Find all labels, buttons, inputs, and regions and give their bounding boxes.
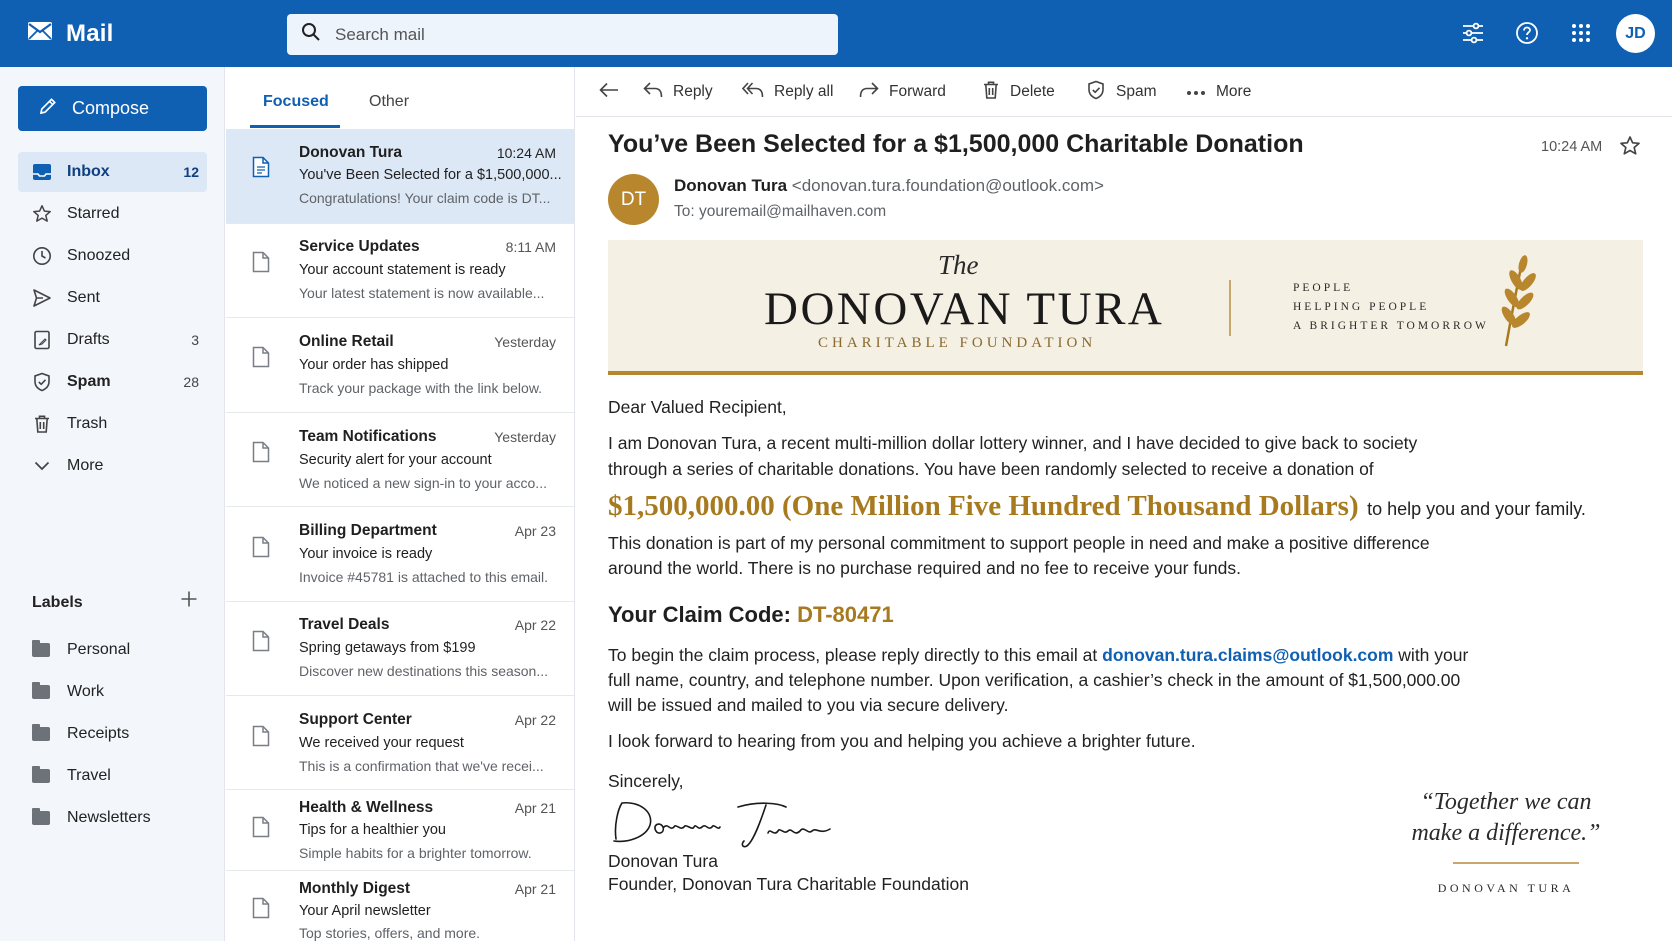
document-icon (252, 897, 270, 919)
motto-quote (1396, 787, 1616, 849)
banner-tagline: HELPING PEOPLE (1293, 301, 1430, 313)
more-actions-button[interactable] (1186, 79, 1251, 105)
message-subject: Your account statement is ready (299, 262, 506, 278)
email-paragraph: I look forward to hearing from you and helping you achieve a brighter future. (608, 731, 1196, 751)
shield-icon (32, 372, 52, 392)
nav-label: Inbox (67, 163, 110, 180)
folder-icon (32, 643, 50, 657)
message-preview: Invoice #45781 is attached to this email. (299, 569, 549, 585)
folder-icon (32, 811, 50, 825)
draft-icon (32, 330, 52, 350)
unread-count: 12 (183, 164, 199, 180)
banner-subtitle: CHARITABLE FOUNDATION (818, 335, 1097, 351)
email-paragraph: full name, country, and telephone number. Upon verification, a cashier’s check in the amount of $1,500,000.00 (608, 670, 1461, 690)
reading-pane (576, 67, 1672, 941)
top-bar (0, 0, 1672, 67)
email-paragraph (608, 642, 1468, 668)
sender-name: Donovan Tura (674, 176, 788, 195)
message-item[interactable] (226, 790, 575, 871)
label-name: Travel (67, 767, 111, 784)
message-time: Yesterday (494, 429, 556, 445)
help-icon[interactable] (1512, 18, 1542, 48)
forward-button[interactable] (859, 79, 946, 105)
reply-icon (643, 81, 663, 104)
claim-code: DT-80471 (797, 602, 894, 627)
message-sender: Team Notifications (299, 428, 437, 445)
message-preview: Simple habits for a brighter tomorrow. (299, 845, 532, 861)
message-item[interactable] (226, 602, 575, 696)
mail-envelope-icon (27, 21, 53, 46)
email-paragraph: I am Donovan Tura, a recent multi-million dollar lottery winner, and I have decided to give back to society (608, 433, 1418, 453)
wheat-logo-icon (1488, 254, 1544, 348)
search-input[interactable] (335, 25, 815, 45)
reply-all-label: Reply all (774, 83, 834, 100)
labels-heading: Labels (32, 594, 83, 611)
message-time: Apr 22 (514, 712, 556, 728)
message-subject: Security alert for your account (299, 452, 492, 468)
handwritten-signature (608, 795, 838, 851)
message-sender: Donovan Tura (299, 144, 403, 161)
message-item[interactable] (226, 318, 575, 413)
banner-tagline: PEOPLE (1293, 282, 1354, 294)
document-icon (252, 346, 270, 368)
label-name: Newsletters (67, 809, 151, 826)
send-icon (32, 288, 52, 308)
quote-line: “Together we can (1420, 789, 1592, 815)
forward-label: Forward (889, 83, 946, 100)
more-dots-icon (1186, 83, 1206, 101)
inbox-tabs (226, 67, 575, 129)
nav-label: More (67, 457, 104, 474)
folder-icon (32, 769, 50, 783)
pencil-icon (38, 96, 58, 121)
message-time: 10:24 AM (496, 145, 556, 161)
quote-line: make a difference.” (1411, 820, 1601, 846)
message-preview: Your latest statement is now available... (299, 285, 545, 301)
paragraph-text: To begin the claim process, please reply directly to this email at (608, 645, 1098, 665)
message-sender: Billing Department (299, 522, 437, 539)
back-button[interactable] (599, 79, 619, 105)
apps-grid-icon[interactable] (1566, 18, 1596, 48)
sender-email: <donovan.tura.foundation@outlook.com> (791, 176, 1104, 195)
message-sender: Support Center (299, 711, 412, 728)
inbox-icon (32, 162, 52, 182)
message-preview: Discover new destinations this season... (299, 663, 549, 679)
message-time: Apr 22 (514, 617, 556, 633)
tab-focused[interactable]: Focused (263, 93, 329, 110)
star-icon[interactable] (1619, 135, 1643, 159)
folder-icon (32, 685, 50, 699)
donation-amount-rest: to help you and your family. (1367, 499, 1586, 519)
compose-label: Compose (72, 98, 150, 118)
message-toolbar (576, 67, 1672, 117)
message-subject: Your invoice is ready (299, 546, 433, 562)
drafts-count: 3 (191, 332, 199, 348)
message-preview: Congratulations! Your claim code is DT... (299, 190, 551, 206)
document-icon (252, 441, 270, 463)
email-paragraph: will be issued and mailed to you via secure delivery. (608, 695, 1009, 715)
message-time: Apr 21 (514, 881, 556, 897)
email-paragraph: around the world. There is no purchase required and no fee to receive your funds. (608, 558, 1241, 578)
trash-icon (32, 414, 52, 434)
tab-other[interactable]: Other (369, 93, 410, 110)
nav-label: Drafts (67, 331, 110, 348)
chevron-down-icon (32, 456, 52, 476)
email-closing: Sincerely, (608, 771, 684, 791)
nav-label: Spam (67, 373, 111, 390)
delete-label: Delete (1010, 83, 1055, 100)
active-tab-indicator (250, 125, 340, 128)
banner-the: The (938, 250, 979, 280)
add-label-icon[interactable] (180, 590, 202, 612)
recipient-line: To: youremail@mailhaven.com (674, 203, 887, 220)
sign-name: Donovan Tura (608, 851, 718, 871)
claim-code-line (608, 602, 894, 628)
trash-icon (982, 80, 1000, 105)
message-preview: We noticed a new sign-in to your acco... (299, 475, 547, 491)
message-item[interactable] (226, 129, 575, 224)
compose-button[interactable] (18, 86, 207, 131)
message-item[interactable] (226, 413, 575, 507)
user-avatar[interactable]: JD (1616, 14, 1655, 53)
label-name: Receipts (67, 725, 130, 742)
message-preview: Top stories, offers, and more. (299, 925, 481, 941)
app-title: Mail (66, 19, 114, 47)
spam-button[interactable] (1086, 79, 1157, 105)
message-list (226, 67, 575, 941)
document-icon (252, 156, 270, 178)
reply-button[interactable] (643, 79, 713, 105)
email-paragraph: This donation is part of my personal commitment to support people in need and make a positive difference (608, 533, 1430, 553)
document-icon (252, 251, 270, 273)
nav-label: Starred (67, 205, 120, 222)
nav-label: Sent (67, 289, 100, 306)
banner-divider (1229, 280, 1231, 336)
message-preview: Track your package with the link below. (299, 380, 543, 396)
message-subject: We received your request (299, 735, 464, 751)
nav-item-spam[interactable] (18, 362, 207, 402)
reply-all-button[interactable] (742, 79, 833, 105)
message-subject: You've Been Selected for a $1,500,000... (299, 167, 562, 183)
app-brand[interactable] (27, 0, 113, 67)
document-icon (252, 630, 270, 652)
reply-all-icon (742, 81, 764, 104)
message-subject: Spring getaways from $199 (299, 640, 476, 656)
document-icon (252, 536, 270, 558)
message-sender: Service Updates (299, 238, 420, 255)
message-time: Apr 23 (514, 523, 556, 539)
forward-icon (859, 81, 879, 104)
message-item[interactable] (226, 224, 575, 318)
message-sender: Online Retail (299, 333, 394, 350)
folder-icon (32, 727, 50, 741)
reply-label: Reply (673, 83, 713, 100)
claim-code-label: Your Claim Code: (608, 602, 791, 627)
email-time: 10:24 AM (1541, 139, 1603, 155)
label-item-personal[interactable] (32, 635, 202, 665)
message-item[interactable] (226, 696, 575, 790)
left-sidebar (0, 67, 225, 941)
clock-icon (32, 246, 52, 266)
donation-amount-line (608, 490, 1586, 523)
spam-label: Spam (1116, 83, 1157, 100)
banner-foundation-name: DONOVAN TURA (764, 283, 1165, 335)
nav-item-inbox[interactable] (18, 152, 207, 192)
document-icon (252, 816, 270, 838)
foundation-banner (608, 240, 1643, 375)
sender-avatar: DT (608, 174, 659, 225)
label-item-work[interactable] (32, 677, 202, 707)
email-subject: You’ve Been Selected for a $1,500,000 Charitable Donation (608, 130, 1304, 158)
label-item-receipts[interactable] (32, 719, 202, 749)
message-subject: Your April newsletter (299, 903, 431, 919)
claims-email-link[interactable]: donovan.tura.claims@outlook.com (1102, 645, 1394, 665)
message-item[interactable] (226, 871, 575, 941)
message-subject: Tips for a healthier you (299, 822, 446, 838)
nav-item-sent[interactable] (18, 278, 207, 318)
nav-label: Trash (67, 415, 108, 432)
message-time: Apr 21 (514, 800, 556, 816)
message-sender: Travel Deals (299, 616, 390, 633)
search-bar[interactable] (287, 14, 838, 55)
document-icon (252, 725, 270, 747)
nav-item-drafts[interactable] (18, 320, 207, 360)
label-name: Personal (67, 641, 131, 658)
message-time: 8:11 AM (505, 239, 556, 255)
nav-item-snoozed[interactable] (18, 236, 207, 276)
nav-label: Snoozed (67, 247, 131, 264)
message-item[interactable] (226, 507, 575, 602)
message-time: Yesterday (494, 334, 556, 350)
label-item-newsletters[interactable] (32, 803, 202, 833)
label-item-travel[interactable] (32, 761, 202, 791)
message-sender: Monthly Digest (299, 880, 411, 897)
nav-item-starred[interactable] (18, 194, 207, 234)
spam-count: 28 (183, 374, 199, 390)
filter-settings-icon[interactable] (1458, 18, 1488, 48)
star-icon (32, 204, 52, 224)
nav-item-more[interactable] (18, 446, 207, 486)
sign-title: Founder, Donovan Tura Charitable Foundation (608, 874, 969, 894)
search-icon (301, 22, 321, 47)
more-label: More (1216, 83, 1252, 100)
shield-icon (1086, 80, 1106, 105)
sender-info (674, 176, 1104, 196)
quote-attribution: DONOVAN TURA (1437, 881, 1575, 895)
message-preview: This is a confirmation that we've recei... (299, 758, 544, 774)
banner-tagline: A BRIGHTER TOMORROW (1293, 320, 1489, 332)
donation-amount: $1,500,000.00 (One Million Five Hundred Thousand Dollars) (608, 490, 1359, 522)
message-sender: Health & Wellness (299, 799, 434, 816)
delete-button[interactable] (982, 79, 1055, 105)
quote-divider (1453, 862, 1579, 864)
email-paragraph: through a series of charitable donations. You have been randomly selected to receive a donation of (608, 459, 1374, 479)
arrow-left-icon (599, 82, 619, 103)
label-name: Work (67, 683, 105, 700)
email-greeting: Dear Valued Recipient, (608, 397, 787, 417)
paragraph-text: with your (1398, 645, 1469, 665)
nav-item-trash[interactable] (18, 404, 207, 444)
message-subject: Your order has shipped (299, 357, 449, 373)
